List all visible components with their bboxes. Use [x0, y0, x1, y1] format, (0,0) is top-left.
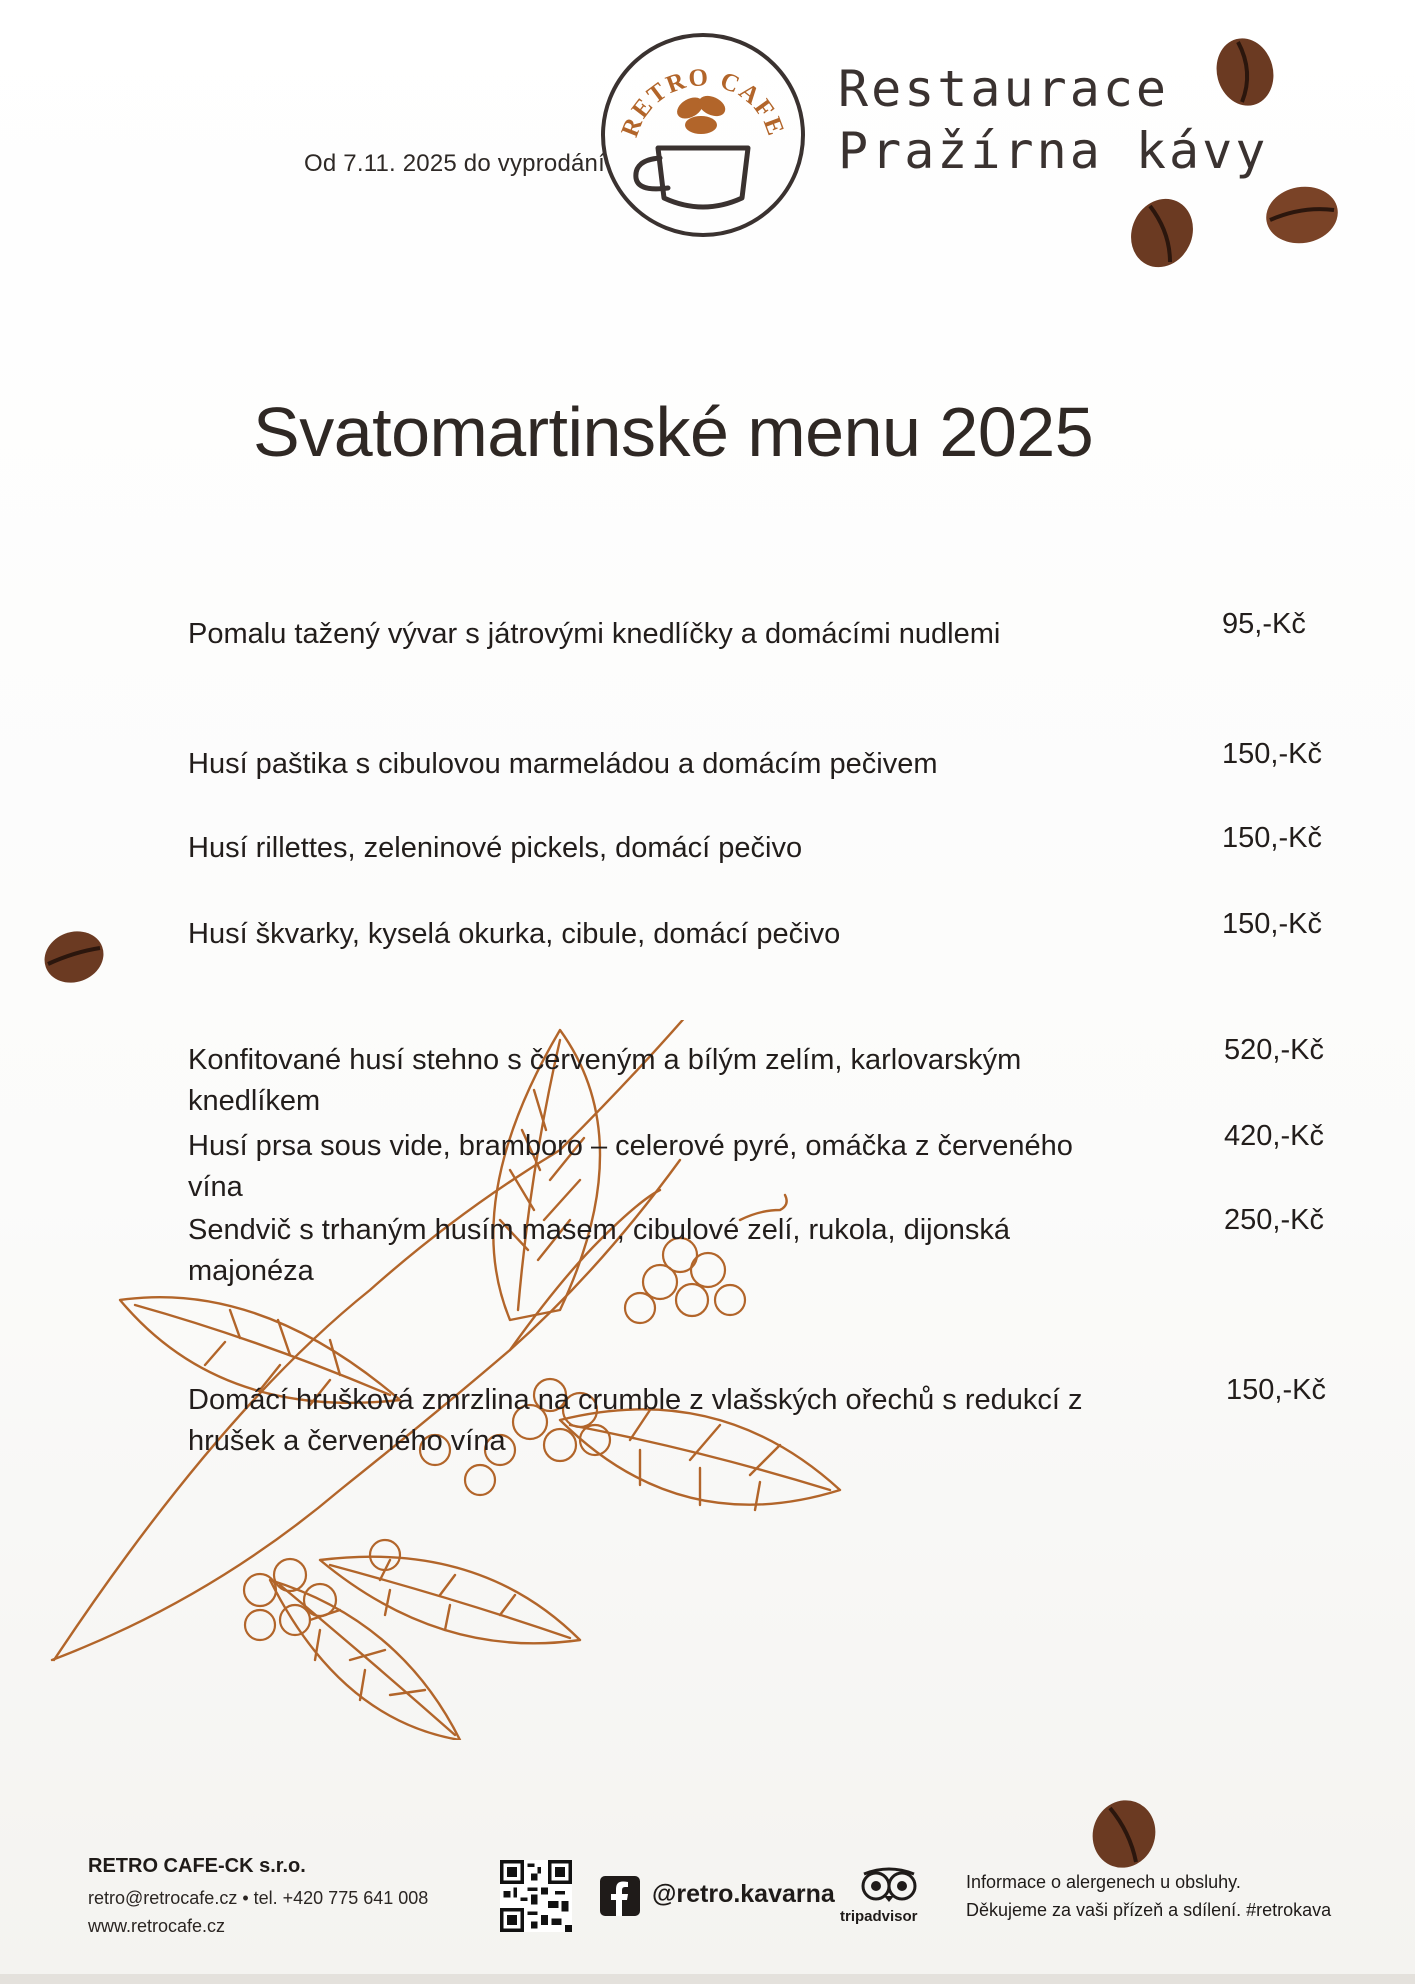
coffee-bean-icon	[40, 926, 108, 988]
menu-title: Svatomartinské menu 2025	[253, 393, 1094, 471]
restaurant-name	[838, 58, 1268, 182]
menu-item-price: 420,-Kč	[1224, 1120, 1324, 1152]
qr-code-icon	[500, 1860, 572, 1932]
menu-item-price: 150,-Kč	[1226, 1374, 1326, 1406]
coffee-bean-icon	[1088, 1796, 1160, 1872]
thanks-note: Děkujeme za vaši přízeň a sdílení. #retrokava	[966, 1900, 1332, 1920]
menu-validity-date: Od 7.11. 2025 do vyprodání	[304, 150, 605, 177]
menu-item-price: 520,-Kč	[1224, 1034, 1324, 1066]
brand-line-prazirna: Pražírna kávy	[838, 122, 1269, 180]
menu-item-price: 95,-Kč	[1222, 608, 1306, 640]
menu-item-name: Husí rillettes, zeleninové pickels, domácí pečivo	[188, 832, 803, 864]
footer-website: www.retrocafe.cz	[88, 1916, 226, 1936]
menu-item-name: Domácí hrušková zmrzlina na crumble z vlašských ořechů s redukcí z hrušek a červeného vína	[188, 1384, 1083, 1457]
allergen-info: Informace o alergenech u obsluhy.	[966, 1872, 1241, 1892]
menu-item-name: Husí prsa sous vide, bramboro – celerové pyré, omáčka z červeného vína	[188, 1130, 1073, 1203]
footer-company-name: RETRO CAFE-CK s.r.o.	[88, 1855, 306, 1877]
menu-item-price: 150,-Kč	[1222, 738, 1322, 770]
svg-text:RETRO CAFE: RETRO CAFE	[616, 64, 790, 141]
tripadvisor-owl-icon[interactable]	[858, 1864, 920, 1904]
brand-line-restaurace: Restaurace	[838, 60, 1170, 118]
retro-cafe-logo	[598, 30, 808, 240]
menu-item-name: Pomalu tažený vývar s játrovými knedlíčky a domácími nudlemi	[188, 618, 1001, 650]
menu-item-price: 150,-Kč	[1222, 908, 1322, 940]
menu-item-name: Sendvič s trhaným husím masem, cibulové zelí, rukola, dijonská majonéza	[188, 1214, 1011, 1287]
facebook-handle[interactable]: @retro.kavarna	[652, 1880, 835, 1908]
tripadvisor-label[interactable]: tripadvisor	[840, 1908, 918, 1925]
page-bottom-edge	[0, 1974, 1415, 1984]
coffee-bean-icon	[1262, 180, 1342, 250]
menu-item-name: Husí paštika s cibulovou marmeládou a domácím pečivem	[188, 748, 938, 780]
facebook-icon[interactable]	[600, 1876, 640, 1916]
footer-contact: retro@retrocafe.cz • tel. +420 775 641 008	[88, 1888, 429, 1908]
menu-item-name: Husí škvarky, kyselá okurka, cibule, domácí pečivo	[188, 918, 841, 950]
menu-item-name: Konfitované husí stehno s červeným a bílým zelím, karlovarským knedlíkem	[188, 1044, 1022, 1117]
coffee-bean-icon	[1210, 32, 1280, 112]
menu-item-price: 250,-Kč	[1224, 1204, 1324, 1236]
coffee-bean-icon	[1124, 192, 1200, 274]
menu-item-price: 150,-Kč	[1222, 822, 1322, 854]
